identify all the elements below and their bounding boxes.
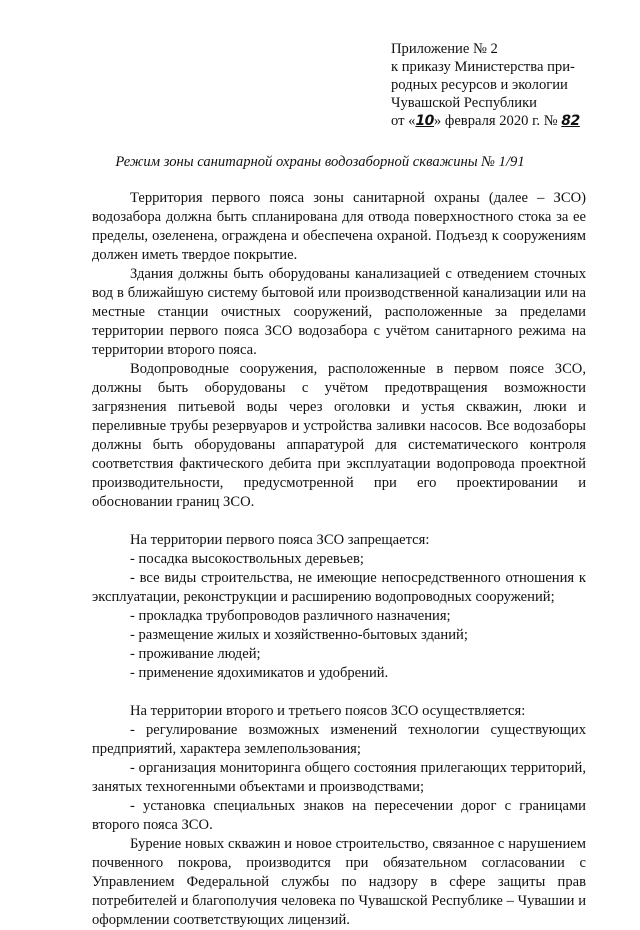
handwritten-day: 10	[415, 113, 434, 129]
appendix-line-5	[391, 112, 606, 130]
second-zone-final-paragraph: Бурение новых скважин и новое строительство, связанное с нарушением почвенного покрова, производится при обязательном согласовании с Управлением Федеральной службы по надзору в сфере защиты прав потребителей и благополучия человека по Чувашской Республике – Чувашии и оформлении соответствующих лицензий.	[92, 836, 586, 928]
appendix-line-2: к приказу Министерства при-	[391, 59, 575, 75]
paragraph-1: Территория первого пояса зоны санитарной охраны (далее – ЗСО) водозабора должна быть спланирована для отвода поверхностного стока за ее пределы, озеленена, ограждена и обеспечена охраной. Подъезд к сооружениям должен иметь твердое покрытие.	[92, 190, 586, 263]
appendix-line-1: Приложение № 2	[391, 41, 498, 57]
second-zone-item: - установка специальных знаков на пересечении дорог с границами второго пояса ЗСО.	[92, 798, 586, 833]
first-zone-heading: На территории первого пояса ЗСО запрещается:	[130, 532, 430, 548]
date-prefix: от «	[391, 113, 416, 129]
first-zone-item: - размещение жилых и хозяйственно-бытовых зданий;	[130, 627, 468, 643]
second-zone-heading: На территории второго и третьего поясов ЗСО осуществляется:	[130, 703, 526, 719]
second-zone-item: - регулирование возможных изменений технологии существующих предприятий, характера землепользования;	[92, 722, 586, 757]
first-zone-item: - проживание людей;	[130, 646, 261, 662]
appendix-line-3: родных ресурсов и экологии	[391, 77, 568, 93]
first-zone-item: - посадка высокоствольных деревьев;	[130, 551, 364, 567]
first-zone-item: - применение ядохимикатов и удобрений.	[130, 665, 389, 681]
document-title: Режим зоны санитарной охраны водозаборной скважины № 1/91	[115, 154, 525, 170]
paragraph-2: Здания должны быть оборудованы канализацией с отведением сточных вод в ближайшую систему бытовой или производственной канализации или на местные станции очистных сооружений, расположенные за пределами территории первого пояса ЗСО водозабора с учётом санитарного режима на территории второго пояса.	[92, 266, 586, 358]
first-zone-item: - все виды строительства, не имеющие непосредственного отношения к эксплуатации, реконструкции и расширению водопроводных сооружений;	[92, 570, 586, 605]
appendix-block	[391, 40, 606, 130]
date-middle: » февраля 2020 г. №	[433, 113, 558, 129]
appendix-line-4: Чувашской Республики	[391, 95, 537, 111]
document-body	[92, 189, 586, 930]
paragraph-3: Водопроводные сооружения, расположенные в первом поясе ЗСО, должны быть оборудованы с учётом предотвращения возможности загрязнения питьевой воды через оголовки и устья скважин, люки и переливные трубы резервуаров и устройства заливки насосов. Все водозаборы должны быть оборудованы аппаратурой для систематического контроля соответствия фактического дебита при эксплуатации водопровода проектной производительности, предусмотренной при его проектировании и обосновании границ ЗСО.	[92, 361, 586, 510]
handwritten-order-number: 82	[561, 113, 580, 129]
first-zone-item: - прокладка трубопроводов различного назначения;	[130, 608, 451, 624]
second-zone-item: - организация мониторинга общего состояния прилегающих территорий, занятых техногенными объектами и производствами;	[92, 760, 586, 795]
